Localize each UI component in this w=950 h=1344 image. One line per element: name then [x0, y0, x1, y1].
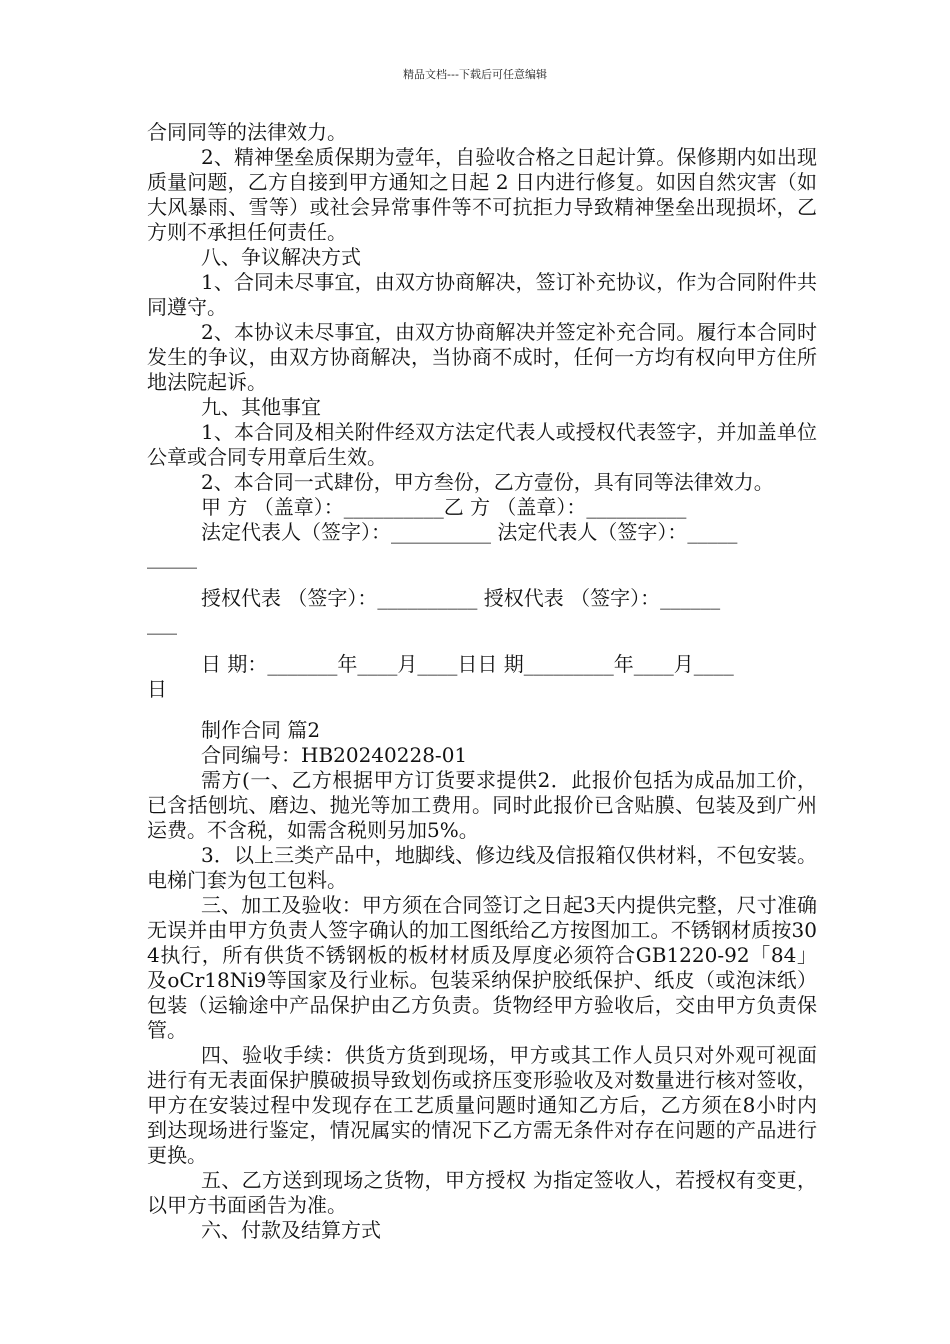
signature-authorized-rep-line: 授权代表 （签字）：__________ 授权代表 （签字）：______ — [201, 586, 721, 610]
paragraph: 三、加工及验收：甲方须在合同签订之日起3天内提供完整，尺寸准确无误并由甲方负责人签字确认的加工图纸给乙方按图加工。不锈钢材质按304执行，所有供货不锈钢板的板材材质及厚度必须符合GB1220-92「84」及oCr18Ni9等国家及行业标。包装采纳保护胶纸保护、纸皮（或泡沫纸）包装（运输途中产品保护由乙方负责。货物经甲方验收后，交由甲方负责保管。 — [147, 893, 817, 1042]
paragraph: 五、乙方送到现场之货物，甲方授权 为指定签收人，若授权有变更，以甲方书面函告为准。 — [147, 1168, 817, 1217]
paragraph: 合同同等的法律效力。 — [147, 120, 347, 144]
signature-legal-rep-line: 法定代表人（签字）：__________ 法定代表人（签字）：_____ — [201, 520, 738, 544]
signature-legal-rep-continuation: _____ — [147, 545, 197, 569]
paragraph: 需方(一、乙方根据甲方订货要求提供2．此报价包括为成品加工价，已含括刨坑、磨边、抛光等加工费用。同时此报价已含贴膜、包装及到广州运费。不含税，如需含税则另加5%。 — [147, 768, 817, 842]
signature-authorized-rep-continuation: ___ — [147, 611, 177, 635]
signature-date-continuation: 日 — [147, 677, 167, 701]
signature-block — [147, 495, 817, 702]
paragraph: 1、合同未尽事宜，由双方协商解决，签订补充协议，作为合同附件共同遵守。 — [147, 270, 817, 319]
paragraph: 四、验收手续：供货方货到现场，甲方或其工作人员只对外观可视面进行有无表面保护膜破损导致划伤或挤压变形验收及对数量进行核对签收，甲方在安装过程中发现存在工艺质量问题时通知乙方后，乙方须在8小时内到达现场进行鉴定，情况属实的情况下乙方需无条件对存在问题的产品进行更换。 — [147, 1043, 817, 1167]
section-heading: 六、付款及结算方式 — [201, 1218, 381, 1242]
section-heading: 九、其他事宜 — [201, 395, 321, 419]
paragraph: 3．以上三类产品中，地脚线、修边线及信报箱仅供材料，不包安装。电梯门套为包工包料。 — [147, 843, 817, 892]
signature-date-line: 日 期：_______年____月____日日 期_________年____月____ — [201, 652, 734, 676]
section-title: 制作合同 篇2 — [201, 718, 321, 742]
signature-seal-line: 甲 方 （盖章）：__________乙 方 （盖章）：__________ — [201, 495, 687, 519]
paragraph: 2、本协议未尽事宜，由双方协商解决并签定补充合同。履行本合同时发生的争议，由双方协商解决，当协商不成时，任何一方均有权向甲方住所地法院起诉。 — [147, 320, 817, 394]
paragraph: 2、本合同一式肆份，甲方叁份，乙方壹份，具有同等法律效力。 — [201, 470, 774, 494]
section-heading: 八、争议解决方式 — [201, 245, 361, 269]
paragraph: 1、本合同及相关附件经双方法定代表人或授权代表签字，并加盖单位公章或合同专用章后生效。 — [147, 420, 817, 469]
paragraph: 2、精神堡垒质保期为壹年，自验收合格之日起计算。保修期内如出现质量问题，乙方自接到甲方通知之日起 2 日内进行修复。如因自然灾害（如大风暴雨、雪等）或社会异常事件等不可抗拒力导致精神堡垒出现损坏，乙方则不承担任何责任。 — [147, 145, 817, 244]
document-body — [147, 120, 817, 1243]
contract-number: 合同编号：HB20240228-01 — [201, 743, 468, 767]
page-header-watermark: 精品文档---下载后可任意编辑 — [403, 68, 547, 81]
